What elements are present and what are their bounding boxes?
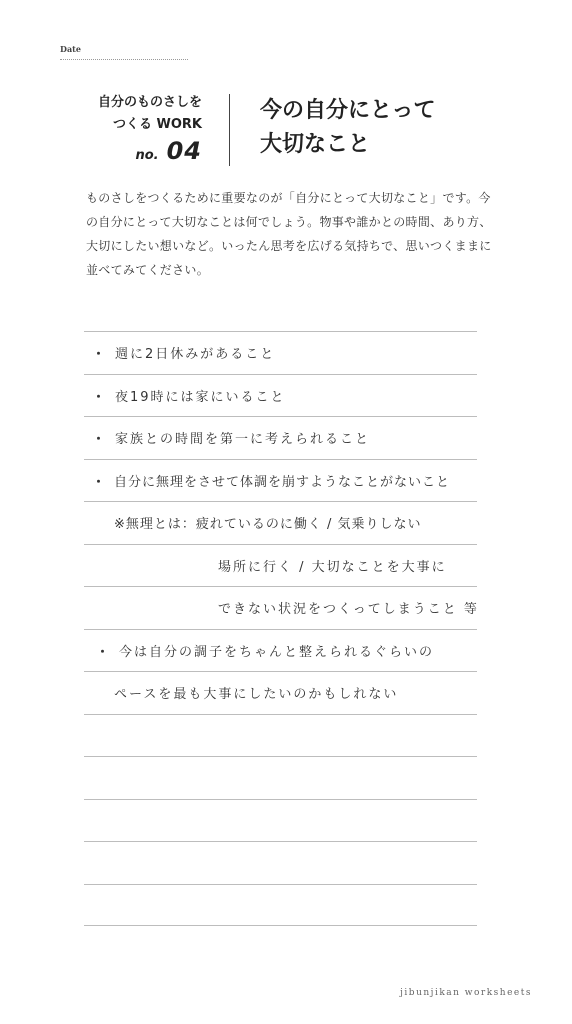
bullet: ・ [92,432,108,447]
entry-5: 場所に行く / 大切なことを大事に [218,559,447,575]
bullet: ・ [96,644,112,660]
ruled-line [84,799,477,842]
bullet: ・ [92,474,107,490]
entry-2: 家族との時間を第一に考えられること [115,432,371,447]
bullet: ・ [92,389,108,405]
entry-3: 自分に無理をさせて体調を崩すようなことがないこと [114,474,451,490]
ruled-line [84,374,477,417]
work-title-line2: つくる WORK [112,117,202,132]
work-no-label: no. [135,148,159,163]
work-heading [60,92,202,169]
ruled-line [84,841,477,884]
page-title-line1: 今の自分にとって [260,98,436,123]
entry-text [92,471,450,490]
writing-area[interactable] [84,331,477,926]
footer-brand: jibunjikan worksheets [400,988,532,998]
entry-0: 週に2日休みがあること [115,347,276,362]
ruled-line [84,501,477,544]
entry-8: ペースを最も大事にしたいのかもしれない [114,687,399,702]
entry-7: 今は自分の調子をちゃんと整えられるぐらいの [119,644,435,660]
entry-text [96,641,434,660]
page-title-line2: 大切なこと [260,132,371,157]
work-no-value: 04 [166,137,202,165]
page-title [260,94,436,162]
bullet: ・ [92,347,108,362]
ruled-line [84,756,477,799]
entry-4: ※無理とは：疲れているのに働く / 気乗りしない [114,517,422,532]
date-line[interactable] [60,59,188,60]
ruled-line [84,331,477,374]
ruled-line [84,459,477,502]
work-title-line1: 自分のものさしを [97,95,202,110]
header-divider [229,94,230,166]
ruled-line [84,629,477,672]
date-label: Date [60,44,81,54]
intro-text: ものさしをつくるために重要なのが「自分にとって大切なこと」です。今の自分にとって大切なことは何でしょう。物事や誰かとの時間、あり方、大切にしたい想いなど。いったん思考を広げる気持ちで、思いつくままに並べてみてください。 [86,191,492,277]
ruled-line [84,416,477,459]
ruled-line [84,714,477,757]
entry-text [92,343,275,362]
ruled-line [84,671,477,714]
ruled-line [84,884,477,927]
ruled-line [84,544,477,587]
entry-text [92,386,286,405]
ruled-line [84,586,477,629]
entry-6: できない状況をつくってしまうこと 等 [218,602,479,617]
entry-1: 夜19時には家にいること [115,389,286,405]
entry-text [92,428,370,447]
work-number [60,138,202,169]
